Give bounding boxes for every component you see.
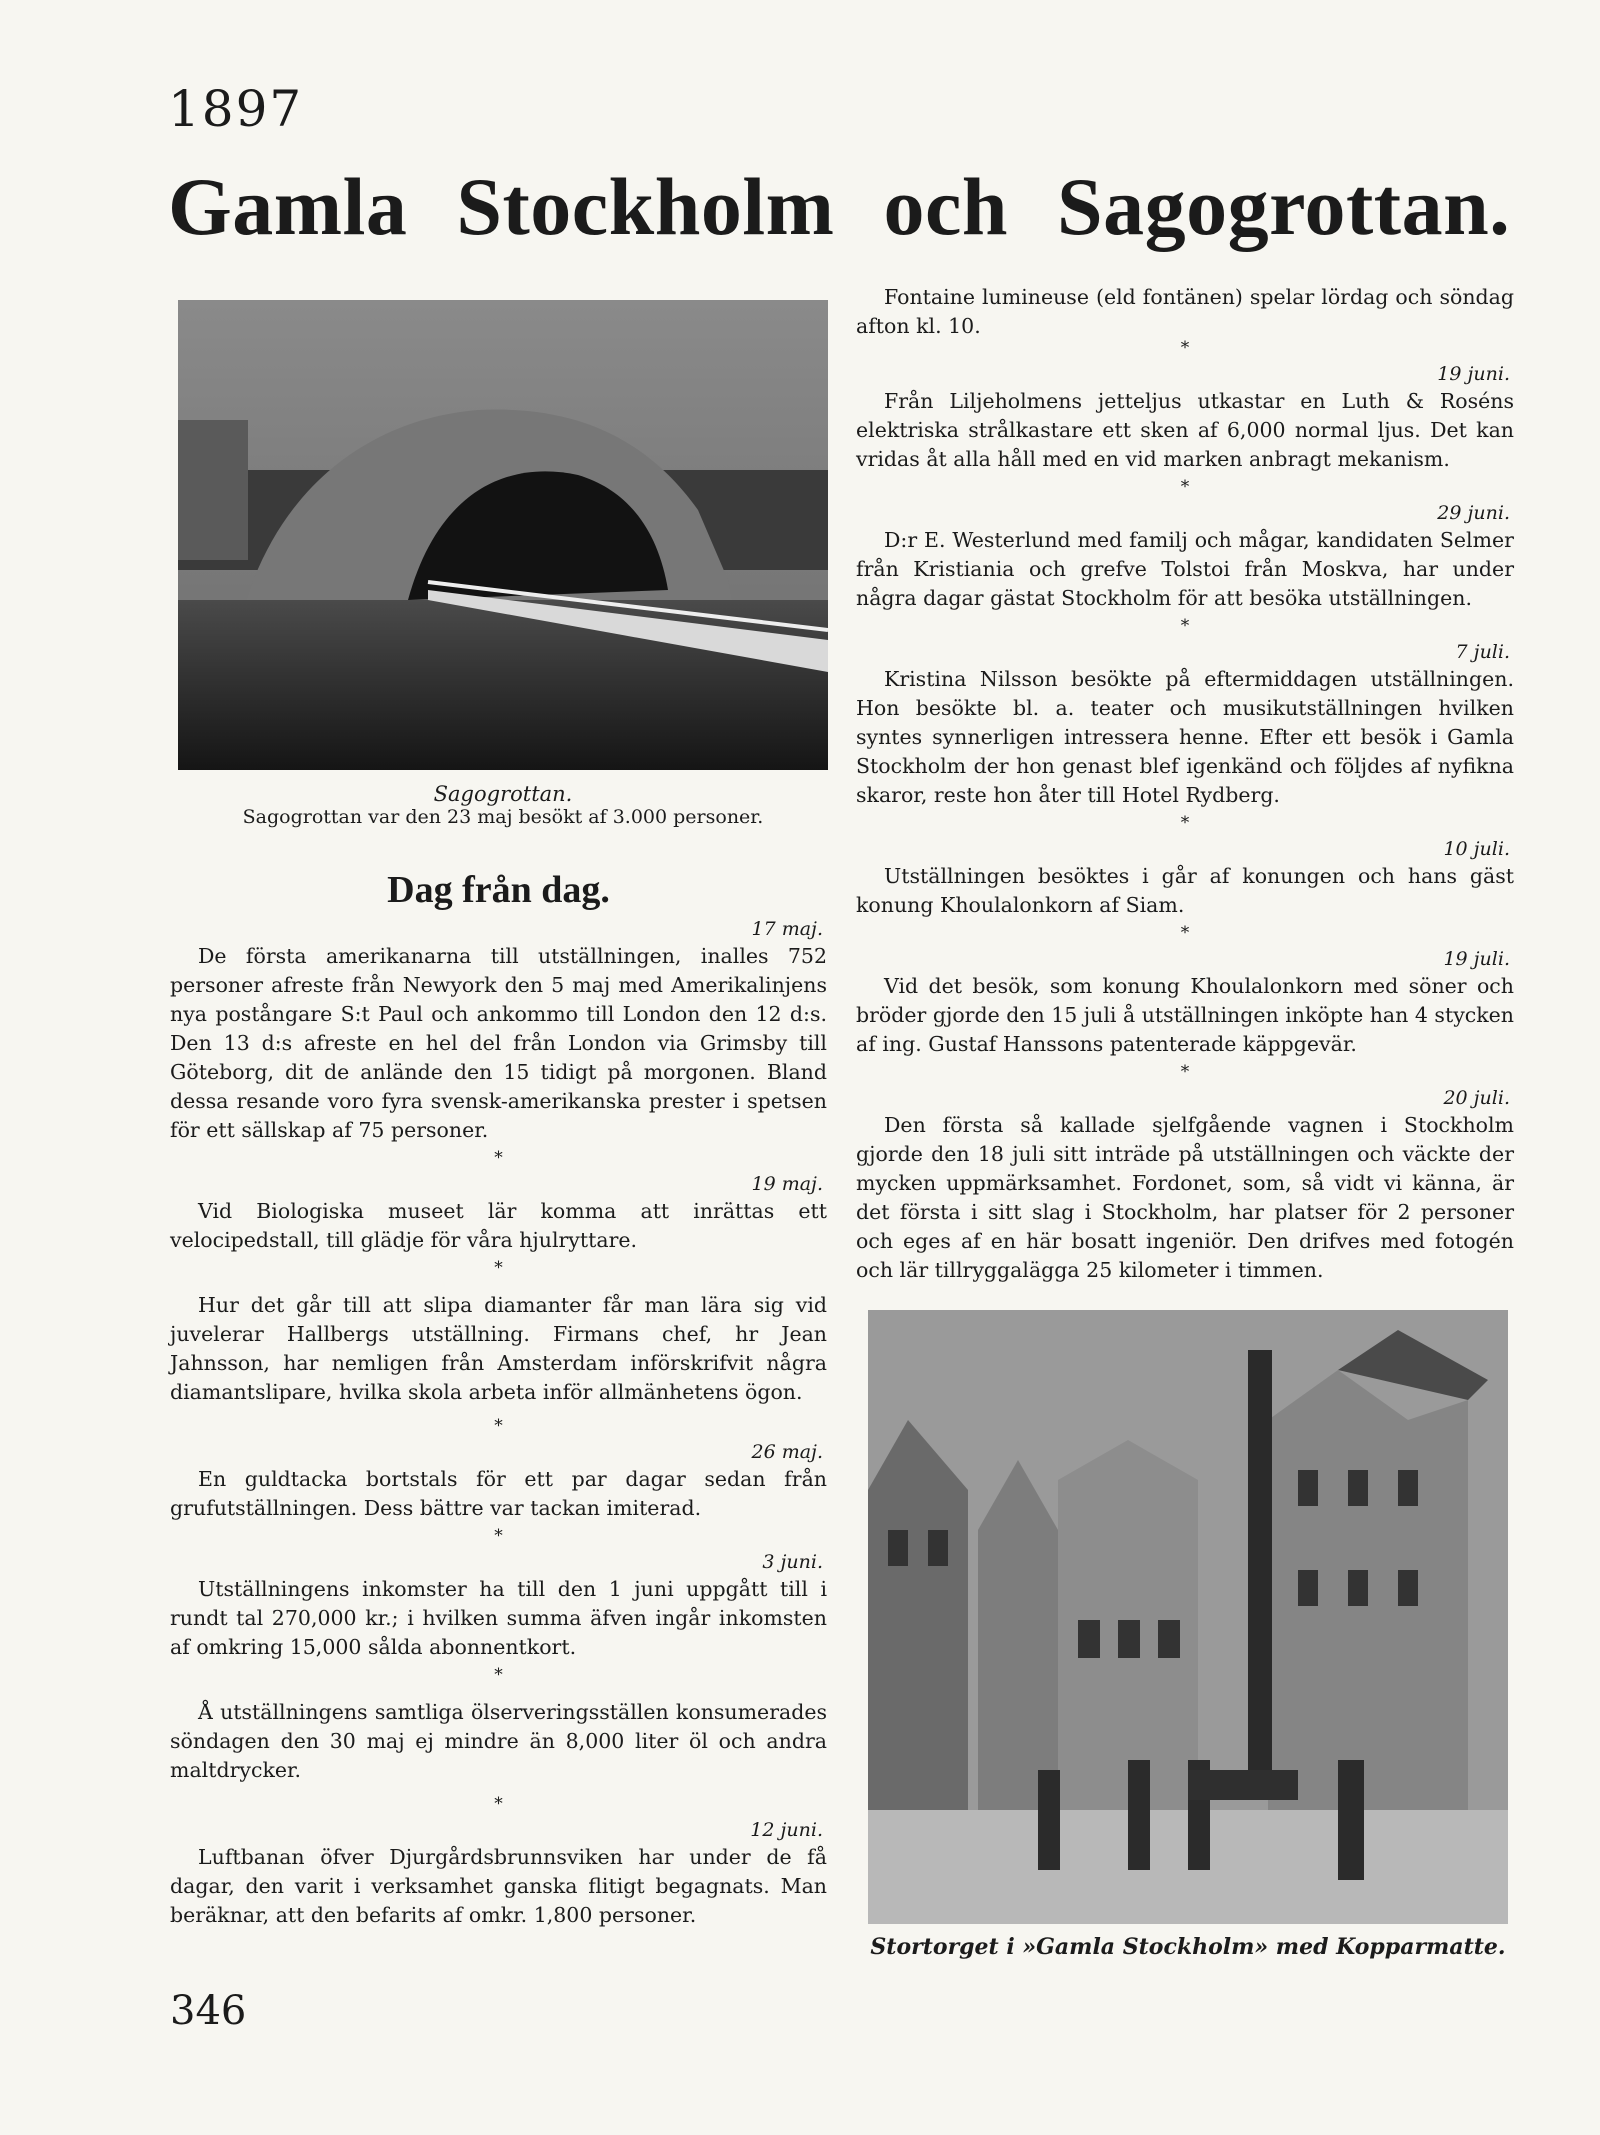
- entry-date: 19 juli.: [1443, 948, 1510, 970]
- separator-star: *: [494, 1148, 503, 1168]
- entry-text: De första amerikanarna till utställningen, inalles 752 personer afreste från Newyork den 5 maj med Amerikalinjens nya postångare S:t Paul och ankommo till London den 12 d:s. Den 13 d:s afreste en hel del från London via Grimsby till Göteborg, dit de anlände den 15 tidigt på morgonen. Bland dessa resande voro fyra svensk-amerikanska prester i spetsen för ett sällskap af 75 personer.: [170, 944, 827, 1142]
- separator-star: *: [1180, 813, 1190, 833]
- entry-date: 20 juli.: [1443, 1087, 1510, 1109]
- separator-star: *: [494, 1526, 503, 1546]
- separator-star: *: [1180, 923, 1190, 943]
- entry: [170, 916, 827, 1145]
- entry: [170, 1171, 827, 1255]
- entry: [170, 1698, 827, 1785]
- entry-date: 17 maj.: [751, 918, 823, 940]
- entry-date: 12 juni.: [750, 1819, 823, 1841]
- entry: [170, 1439, 827, 1523]
- entry: [856, 639, 1514, 810]
- article-title: Gamla Stockholm och Sagogrottan.: [168, 161, 1511, 252]
- entry: [856, 946, 1514, 1059]
- entry: [170, 1291, 827, 1407]
- entry-date: 7 juli.: [1455, 641, 1510, 663]
- entry-text: Den första så kallade sjelfgående vagnen i Stockholm gjorde den 18 juli sitt inträde på utställningen och väckte der mycken uppmärksamhet. Fordonet, som, så vidt vi känna, är det första i sitt slag i Stockholm, har platser för 2 personer och eges af en här bosatt ingeniör. Den drifves med fotogén och lär tillryggalägga 25 kilometer i timmen.: [856, 1113, 1514, 1282]
- entry-text: Vid det besök, som konung Khoulalonkorn med söner och bröder gjorde den 15 juli å utställningen inköpte han 4 stycken af ing. Gustaf Hanssons patenterade käppgevär.: [856, 974, 1515, 1056]
- separator-star: *: [494, 1258, 503, 1278]
- entry-text: D:r E. Westerlund med familj och mågar, kandidaten Selmer från Kristiania och grefve Tolstoi från Moskva, har under några dagar gästat Stockholm för att besöka utställningen.: [856, 528, 1514, 610]
- entry-date: 10 juli.: [1443, 838, 1510, 860]
- entry-text: Å utställningens samtliga ölserveringsställen konsumerades söndagen den 30 maj ej mindre än 8,000 liter öl och andra maltdrycker.: [170, 1700, 827, 1782]
- entry-date: 3 juni.: [762, 1551, 823, 1573]
- separator-star: *: [494, 1794, 503, 1814]
- separator-star: *: [1180, 1062, 1190, 1082]
- photo2-caption: Stortorget i »Gamla Stockholm» med Kopparmatte.: [870, 1934, 1506, 1960]
- right-column: [856, 283, 1514, 1285]
- page-number: 346: [170, 1988, 247, 2034]
- entry-text: Luftbanan öfver Djurgårdsbrunnsviken har under de få dagar, den varit i verksamhet ganska flitigt begagnats. Man beräknar, att den befarits af omkr. 1,800 personer.: [170, 1845, 827, 1927]
- entry-text: Utställningen besöktes i går af konungen och hans gäst konung Khoulalonkorn af Siam.: [856, 864, 1514, 917]
- separator-star: *: [1180, 616, 1190, 636]
- entry-date: 19 maj.: [751, 1173, 823, 1195]
- entry-text: Utställningens inkomster ha till den 1 juni uppgått till i rundt tal 270,000 kr.; i hvilken summa äfven ingår inkomsten af omkring 15,000 sålda abonnentkort.: [170, 1577, 827, 1659]
- entry: [170, 1817, 827, 1930]
- entry-text: Vid Biologiska museet lär komma att inrättas ett velocipedstall, till glädje för våra hjulryttare.: [170, 1199, 827, 1252]
- entry-text: Kristina Nilsson besökte på eftermiddagen utställningen. Hon besökte bl. a. teater och musikutställningen hvilken syntes synnerligen intressera henne. Efter ett besök i Gamla Stockholm der hon genast blef igenkänd och följdes af nyfikna skaror, reste hon åter till Hotel Rydberg.: [856, 667, 1514, 807]
- entry-date: 19 juni.: [1437, 363, 1510, 385]
- entry-text: En guldtacka bortstals för ett par dagar sedan från grufutställningen. Dess bättre var tackan imiterad.: [170, 1467, 827, 1520]
- entry: [170, 1549, 827, 1662]
- photo1-caption-text: Sagogrottan var den 23 maj besökt af 3.000 personer.: [242, 806, 764, 828]
- separator-star: *: [494, 1416, 503, 1436]
- sagogrottan-photo: [178, 300, 828, 770]
- photo1-caption: [178, 782, 828, 828]
- entry-text: Från Liljeholmens jetteljus utkastar en Luth & Roséns elektriska strålkastare ett sken af 6,000 normal ljus. Det kan vridas åt alla håll med en vid marken anbragt mekanism.: [856, 389, 1514, 471]
- separator-star: *: [1180, 477, 1190, 497]
- section-heading: Dag från dag.: [387, 869, 610, 911]
- separator-star: *: [1180, 338, 1190, 358]
- entry: [856, 836, 1514, 920]
- stortorget-illustration: [868, 1310, 1508, 1924]
- entry: [856, 283, 1514, 341]
- entry-date: 26 maj.: [751, 1441, 823, 1463]
- grotto-illustration: [178, 300, 828, 770]
- year-heading: 1897: [168, 80, 304, 138]
- entry-text: Fontaine lumineuse (eld fontänen) spelar lördag och söndag afton kl. 10.: [856, 285, 1514, 338]
- left-column: [170, 916, 827, 1930]
- entry-date: 29 juni.: [1437, 502, 1510, 524]
- entry: [856, 500, 1514, 613]
- entry-text: Hur det går till att slipa diamanter får man lära sig vid juvelerar Hallbergs utställning. Firmans chef, hr Jean Jahnsson, har nemligen från Amsterdam införskrifvit några diamantslipare, hvilka skola arbeta inför allmänhetens ögon.: [170, 1293, 827, 1404]
- stortorget-photo: [868, 1310, 1508, 1924]
- entry: [856, 361, 1514, 474]
- photo1-caption-title: Sagogrottan.: [433, 782, 573, 806]
- separator-star: *: [494, 1665, 503, 1685]
- entry: [856, 1085, 1514, 1285]
